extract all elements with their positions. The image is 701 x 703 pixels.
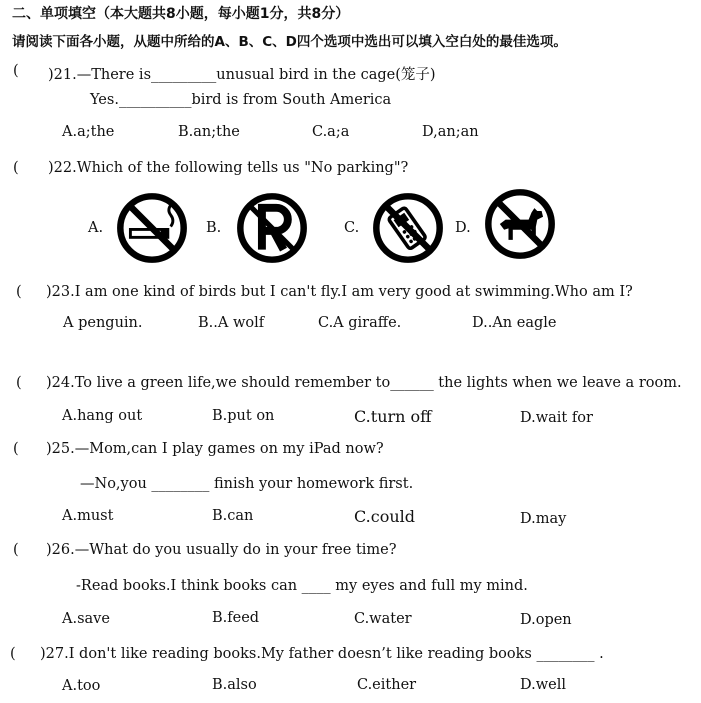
question-24-stem: )24.To live a green life,we should remember to______ the lights when we leave a room. (46, 375, 682, 391)
question-25-stem: )25.—Mom,can I play games on my iPad now? (46, 441, 384, 457)
answer-paren-22: ( (13, 160, 19, 176)
question-21-option-b: B.an;the (178, 124, 240, 140)
question-25-option-d: D.may (520, 511, 567, 527)
question-21-option-a: A.a;the (62, 124, 115, 140)
answer-paren-26: ( (13, 542, 19, 558)
question-26-option-a: A.save (62, 611, 110, 627)
question-26-option-d: D.open (520, 612, 572, 628)
question-22-option-c: C. (344, 220, 360, 236)
no-dogs-sign-icon (484, 188, 556, 260)
question-24-option-c: C.turn off (354, 407, 432, 426)
question-23-option-d: D..An eagle (472, 315, 557, 331)
no-smoking-sign-icon (116, 192, 188, 264)
question-25-option-a: A.must (62, 508, 114, 524)
question-21-stem: )21.—There is_________unusual bird in the cage(笼子) (48, 67, 436, 83)
no-parking-sign-icon (236, 192, 308, 264)
section-title: 二、单项填空（本大题共8小题，每小题1分，共8分） (12, 6, 350, 22)
question-27-option-c: C.either (357, 677, 417, 693)
answer-paren-27: ( (10, 646, 16, 662)
question-25-line2: —No,you ________ finish your homework first. (80, 476, 414, 492)
question-24-option-a: A.hang out (62, 408, 143, 424)
no-phone-sign-icon (372, 192, 444, 264)
question-23-option-b: B..A wolf (198, 315, 265, 331)
answer-paren-24: ( (16, 375, 22, 391)
section-instruction: 请阅读下面各小题，从题中所给的A、B、C、D四个选项中选出可以填入空白处的最佳选项。 (12, 34, 567, 50)
question-23-option-a: A penguin. (63, 315, 143, 331)
question-21-option-d: D,an;an (422, 124, 479, 140)
answer-paren-23: ( (16, 284, 22, 300)
question-23-option-c: C.A giraffe. (318, 315, 402, 331)
question-22-option-a: A. (88, 220, 104, 236)
question-23-stem: )23.I am one kind of birds but I can't fly.I am very good at swimming.Who am I? (46, 284, 633, 300)
answer-paren-25: ( (13, 441, 19, 457)
question-25-option-c: C.could (354, 507, 416, 526)
question-24-option-d: D.wait for (520, 410, 593, 426)
question-26-option-c: C.water (354, 611, 412, 627)
question-21-option-c: C.a;a (312, 124, 350, 140)
question-26-line2: -Read books.I think books can ____ my eyes and full my mind. (76, 578, 528, 594)
question-21-line2: Yes.__________bird is from South America (90, 92, 392, 108)
question-22-option-d: D. (455, 220, 471, 236)
question-26-option-b: B.feed (212, 610, 260, 626)
question-27-option-d: D.well (520, 677, 566, 693)
question-24-option-b: B.put on (212, 408, 275, 424)
question-26-stem: )26.—What do you usually do in your free time? (46, 542, 397, 558)
question-27-option-b: B.also (212, 677, 257, 693)
question-27-stem: )27.I don't like reading books.My father doesn’t like reading books ________ . (40, 646, 604, 662)
answer-paren-21: ( (13, 63, 19, 79)
question-22-option-b: B. (206, 220, 222, 236)
question-25-option-b: B.can (212, 508, 254, 524)
question-22-stem: )22.Which of the following tells us "No parking"? (48, 160, 409, 176)
question-27-option-a: A.too (62, 678, 101, 694)
